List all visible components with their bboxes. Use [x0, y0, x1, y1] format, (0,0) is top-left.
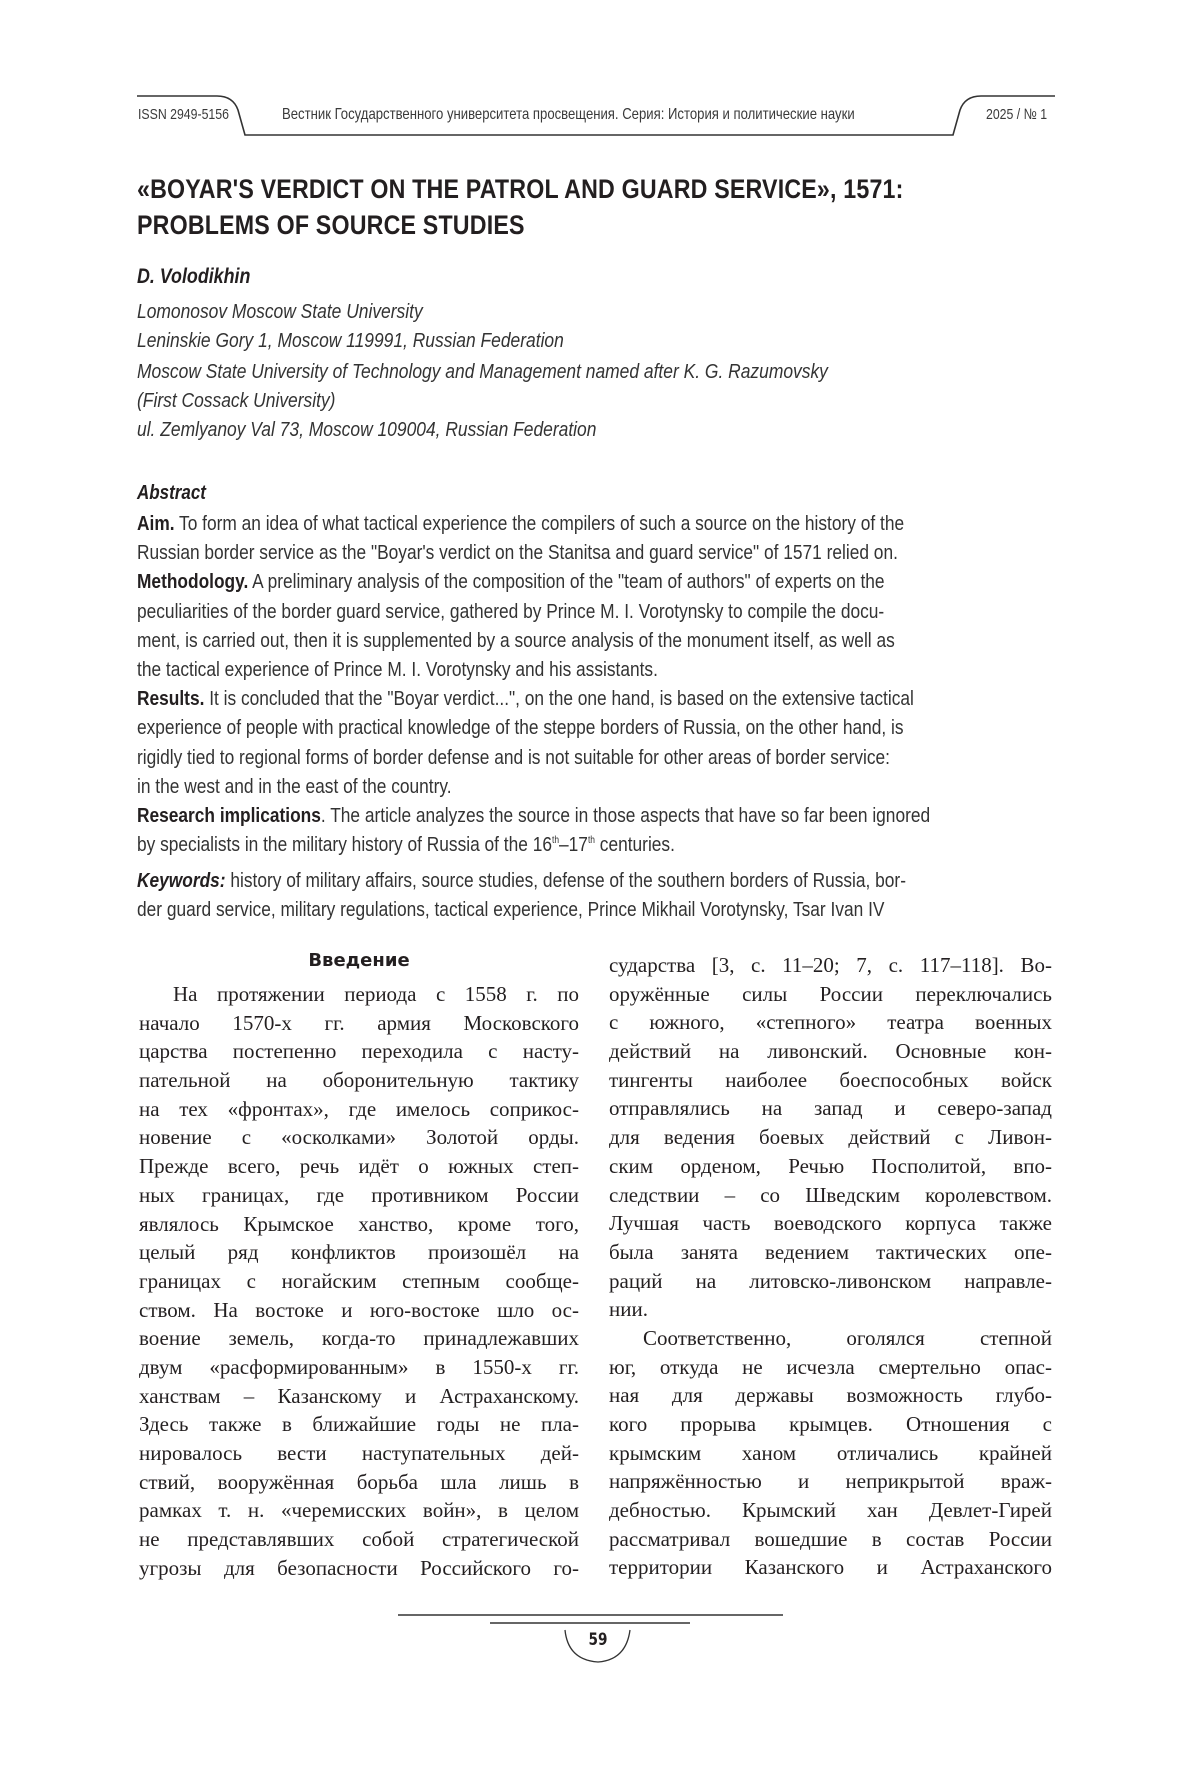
- text-line: была занята ведением тактических опе-: [609, 1239, 1052, 1264]
- text-line: сударства [3, с. 11–20; 7, с. 117–118]. Во-: [609, 953, 1052, 977]
- text-line: отправлялись на запад и северо-запад: [609, 1096, 1052, 1121]
- text-line: воение земель, когда-то принадлежавших: [139, 1326, 579, 1351]
- text-line: дебностью. Крымский хан Девлет-Гирей: [609, 1498, 1052, 1523]
- right-column: [609, 951, 1052, 1582]
- abstract-heading: Abstract: [137, 482, 206, 504]
- text-line: юг, откуда не исчезла смертельно опас-: [609, 1354, 1052, 1379]
- text-line: ханствам – Казанскому и Астраханскому.: [139, 1383, 579, 1408]
- text-line: являлось Крымское ханство, кроме того,: [139, 1211, 579, 1236]
- text-line: напряжённостью и неприкрытой враж-: [609, 1469, 1052, 1494]
- text-line: ная для державы возможность глубо-: [609, 1383, 1052, 1408]
- page-number: 59: [588, 1630, 608, 1650]
- abstract-aim: Aim. To form an idea of what tactical experience the compilers of such a source on the history of the: [137, 512, 905, 535]
- text-line: следствии – со Шведским королевством.: [609, 1182, 1052, 1207]
- left-column: [139, 980, 579, 1582]
- affiliation-line: Moscow State University of Technology and Management named after K. G. Razumovsky: [137, 360, 828, 383]
- abstract-results: Results. It is concluded that the "Boyar verdict...", on the one hand, is based on the extensive tactical: [137, 687, 914, 711]
- keywords: Keywords: history of military affairs, source studies, defense of the southern borders of Russia, bor- der guard service, military regulations, tactical experience, Prince Mikhail Vorotynsky, Tsar Ivan IV: [137, 869, 906, 922]
- affiliation-line: (First Cossack University): [137, 389, 336, 412]
- aim-label: Aim.: [137, 512, 175, 535]
- text-line: царства постепенно переходила с насту-: [139, 1039, 579, 1064]
- methodology-label: Methodology.: [137, 570, 249, 594]
- text-line: пательной на оборонительную тактику: [139, 1068, 579, 1093]
- issue-number: 2025 / № 1: [986, 106, 1048, 123]
- abstract-implications: Research implications. The article analyzes the source in those aspects that have so far been ignored: [137, 803, 931, 827]
- abstract-methodology: Methodology. A preliminary analysis of the composition of the "team of authors" of experts on the: [137, 570, 885, 594]
- text-line: рассматривал вошедшие в состав России: [609, 1526, 1052, 1551]
- text-line: нии.: [609, 1297, 648, 1322]
- text-line: оружённые силы России переключались: [609, 981, 1052, 1006]
- text-line: для ведения боевых действий с Ливон-: [609, 1125, 1052, 1150]
- text-line: на тех «фронтах», где имелось соприкос-: [139, 1096, 579, 1121]
- title-line: PROBLEMS OF SOURCE STUDIES: [137, 210, 525, 240]
- text-line: ных границах, где противником России: [139, 1182, 579, 1207]
- implications-label: Research implications: [137, 803, 321, 827]
- text-line: Соответственно, оголялся степной: [643, 1325, 1052, 1350]
- affiliation-line: ul. Zemlyanoy Val 73, Moscow 109004, Russian Federation: [137, 418, 597, 441]
- author-name: D. Volodikhin: [137, 265, 251, 288]
- text-line: территории Казанского и Астраханского: [609, 1555, 1052, 1580]
- text-line: рамках т. н. «черемисских войн», в целом: [139, 1498, 579, 1523]
- text-line: двум «расформированным» в 1550-х гг.: [139, 1354, 579, 1379]
- results-label: Results.: [137, 687, 205, 711]
- text-line: ским орденом, Речью Посполитой, впо-: [609, 1153, 1052, 1178]
- text-line: ством. На востоке и юго-востоке шло ос-: [139, 1297, 579, 1322]
- text-line: с южного, «степного» театра военных: [609, 1010, 1052, 1035]
- keywords-label: Keywords:: [137, 869, 226, 892]
- article-title: [137, 171, 945, 243]
- section-heading: Введение: [308, 950, 410, 971]
- text-line: не представлявших собой стратегической: [139, 1527, 579, 1552]
- text-line: тингенты наиболее боеспособных войск: [609, 1067, 1052, 1092]
- text-line: Прежде всего, речь идёт о южных степ-: [139, 1154, 579, 1179]
- abstract-body: Aim. To form an idea of what tactical experience the compilers of such a source on the history of the Russian border service as the "Boyar's verdict on the Stanitsa and guard service" of 1571 relied on. Methodology. A preliminary analysis of the composition of the "team of authors" of experts on the peculiarities of the border guard service, gathered by Prince M. I. Vorotynsky to compile the docu- ment, is carried out, then it is supplemented by a source analysis of the monument itself, as well as the tactical experience of Prince M. I. Vorotynsky and his assistants. Results. It is concluded that the "Boyar verdict...", on the one hand, is based on the extensive tactical experience of people with practical knowledge of the steppe borders of Russia, on the other hand, is rigidly tied to regional forms of border defense and is not suitable for other areas of border service: in the west and in the east of the country. Research implications. The article analyzes the source in those aspects that have so far been ignored by specialists in the military history of Russia of the 16th–17th centuries.: [137, 509, 1050, 859]
- text-line: действий на ливонский. Основные кон-: [609, 1039, 1052, 1064]
- issn: ISSN 2949-5156: [138, 106, 229, 123]
- journal-name: Вестник Государственного университета просвещения. Серия: История и политические науки: [282, 106, 855, 123]
- text-line: угрозы для безопасности Российского го-: [139, 1555, 579, 1580]
- text-line: целый ряд конфликтов произошёл на: [139, 1240, 579, 1265]
- text-line: нировалось вести наступательных дей-: [139, 1441, 579, 1465]
- text-line: Лучшая часть воеводского корпуса также: [609, 1211, 1052, 1236]
- page-footer: [398, 1612, 788, 1672]
- text-line: раций на литовско-ливонском направле-: [609, 1268, 1052, 1293]
- text-line: границах с ногайским степным сообще-: [139, 1268, 579, 1293]
- text-line: крымским ханом отличались крайней: [609, 1440, 1052, 1465]
- text-line: Здесь также в ближайшие годы не пла-: [139, 1412, 579, 1437]
- running-header: [137, 92, 1055, 140]
- text-line: кого прорыва крымцев. Отношения с: [609, 1412, 1052, 1436]
- title-line: «BOYAR'S VERDICT ON THE PATROL AND GUARD SERVICE», 1571:: [137, 174, 904, 204]
- affiliation-line: Leninskie Gory 1, Moscow 119991, Russian Federation: [137, 329, 564, 352]
- text-line: ствий, вооружённая борьба шла лишь в: [139, 1469, 579, 1494]
- text-line: На протяжении периода с 1558 г. по: [173, 982, 579, 1006]
- text-line: новение с «осколками» Золотой орды.: [139, 1125, 579, 1150]
- text-line: начало 1570-х гг. армия Московского: [139, 1010, 579, 1035]
- affiliation-line: Lomonosov Moscow State University: [137, 300, 423, 323]
